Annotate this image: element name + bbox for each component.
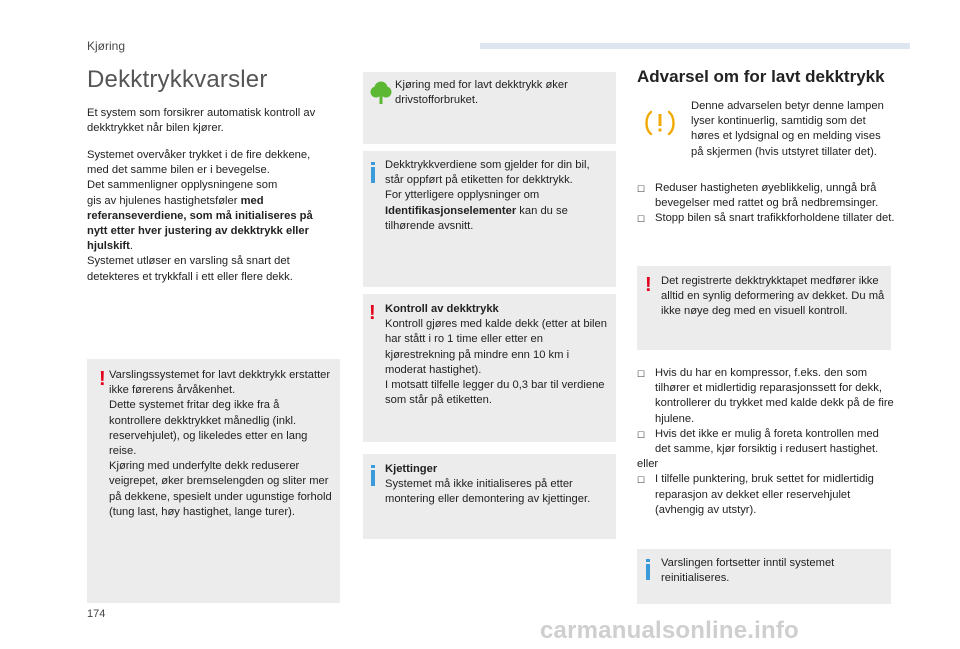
text-span: . [129, 240, 133, 253]
left-warning-box [87, 359, 340, 603]
text-line [87, 239, 342, 254]
action-list-1 [637, 181, 895, 228]
list-item-text: Stopp bilen så snart trafikkforholdene tillater det. [655, 212, 895, 225]
text-line: Det sammenligner opplysningene som [87, 179, 278, 192]
pressure-check-text: Kontroll gjøres med kalde dekk (etter at bilen har stått i ro 1 time eller etter en kjørestrekning på mindre enn 10 km i moderat hastighet). I motsatt tilfelle legger du 0,3 bar til verdiene som står på etiketten. [385, 318, 607, 407]
section-heading: Advarsel om for lavt dekktrykk [637, 67, 885, 86]
list-item [637, 427, 895, 457]
chains-box [363, 454, 616, 539]
right-warning-text: Det registrerte dekktrykktapet medfører ikke alltid en synlig deformering av dekket. Du må ikke nøye deg med en visuell kontroll. [661, 275, 885, 318]
low-tyre-pressure-lamp-icon [644, 109, 676, 137]
bullet-marker: ☐ [637, 369, 646, 379]
bold-span: med [240, 194, 264, 207]
info-box-values [363, 151, 616, 287]
text-line [87, 209, 342, 224]
system-paragraph [87, 148, 342, 285]
chains-text: Systemet må ikke initialiseres på etter montering eller demontering av kjettinger. [385, 478, 591, 506]
text-line: Systemet overvåker trykket i de fire dekkene, [87, 149, 311, 161]
chains-title: Kjettinger [385, 463, 438, 475]
text-span: gis av hjulenes hastighetsføler [87, 194, 241, 207]
list-item-text: Hvis du har en kompressor, f.eks. den som tilhører et midlertidig reparasjonssett for dekk, kontrollerer du trykket med kalde dekk på de fire hjulene. [655, 367, 894, 425]
eco-box [363, 72, 616, 144]
bullet-marker: ☐ [637, 475, 646, 486]
info-values-text [385, 158, 610, 234]
watermark: carmanualsonline.info [540, 617, 799, 644]
left-warning-text: Varslingssystemet for lavt dekktrykk erstatter ikke førerens årvåkenhet. Dette systemet fritar deg ikke fra å kontrollere dekktrykket månedlig (inkl. reservehjulet), og likeledes etter en lang reise. Kjøring med underfylte dekk reduserer veigrepet, øker bremselengden og sliter mer på dekkene, spesielt under ugunstige forhold (tung last, høy hastighet, lange turer). [109, 369, 332, 518]
list-item [637, 211, 895, 227]
list-item-text: Hvis det ikke er mulig å foreta kontrollen med det samme, kjør forsiktig i redusert hastighet. [655, 427, 879, 456]
bold-span: hjulskift [87, 240, 130, 253]
action-list-2 [637, 366, 895, 518]
text-line: detekteres et trykkfall i ett eller flere dekk. [87, 270, 293, 283]
page-number: 174 [87, 608, 106, 620]
list-item [637, 366, 895, 427]
warning-icon: ! [369, 302, 376, 324]
text-line [87, 224, 342, 239]
bullet-marker: ☐ [637, 184, 646, 194]
section-label: Kjøring [87, 39, 126, 53]
or-label: eller [637, 458, 659, 471]
page-title: Dekktrykkvarsler [87, 66, 268, 93]
header-bar [480, 43, 910, 49]
chains-content [385, 462, 610, 508]
text-line: Systemet utløser en varsling så snart det [87, 255, 290, 268]
text-line [87, 194, 342, 209]
bold-span: nytt etter hver justering av dekktrykk eller [87, 225, 309, 238]
pressure-check-content [385, 302, 610, 408]
bold-span: Identifikasjonselementer [385, 204, 517, 217]
list-item [637, 472, 895, 518]
reinit-info-box [637, 549, 891, 604]
eco-text: Kjøring med for lavt dekktrykk øker drivstofforbruket. [395, 79, 568, 107]
intro-paragraph: Et system som forsikrer automatisk kontroll av dekktrykket når bilen kjører. [87, 107, 316, 135]
reinit-info-text: Varslingen fortsetter inntil systemet reinitialiseres. [661, 557, 835, 585]
eco-tree-icon [370, 80, 392, 106]
lamp-description: Denne advarselen betyr denne lampen lyser kontinuerlig, samtidig som det høres et lydsignal og en melding vises på skjermen (hvis utstyret tillater det). [691, 100, 884, 158]
info-icon [646, 564, 650, 580]
list-item-text: I tilfelle punktering, bruk settet for midlertidig reparasjon av dekket eller reservehjulet (avhengig av utstyr). [655, 473, 874, 516]
pressure-check-box [363, 294, 616, 442]
text-span: Dekktrykkverdiene som gjelder for din bil, står oppført på etiketten for dekktrykk. For ytterligere opplysninger om [385, 159, 590, 202]
warning-icon: ! [99, 368, 106, 390]
bold-span: referanseverdiene, som må initialiseres på [87, 209, 313, 222]
text-span: kan du se tilhørende avsnitt. [385, 204, 568, 232]
list-item-text: Reduser hastigheten øyeblikkelig, unngå brå bevegelser med rattet og brå nedbremsinger. [655, 182, 879, 210]
bullet-marker: ☐ [637, 214, 646, 225]
info-icon [371, 167, 375, 183]
bullet-marker: ☐ [637, 429, 646, 440]
pressure-check-title: Kontroll av dekktrykk [385, 303, 499, 315]
info-icon [371, 470, 375, 486]
text-line: med det samme bilen er i bevegelse. [87, 164, 270, 177]
right-warning-box [637, 266, 891, 350]
warning-icon: ! [645, 274, 652, 296]
list-item [637, 181, 895, 211]
